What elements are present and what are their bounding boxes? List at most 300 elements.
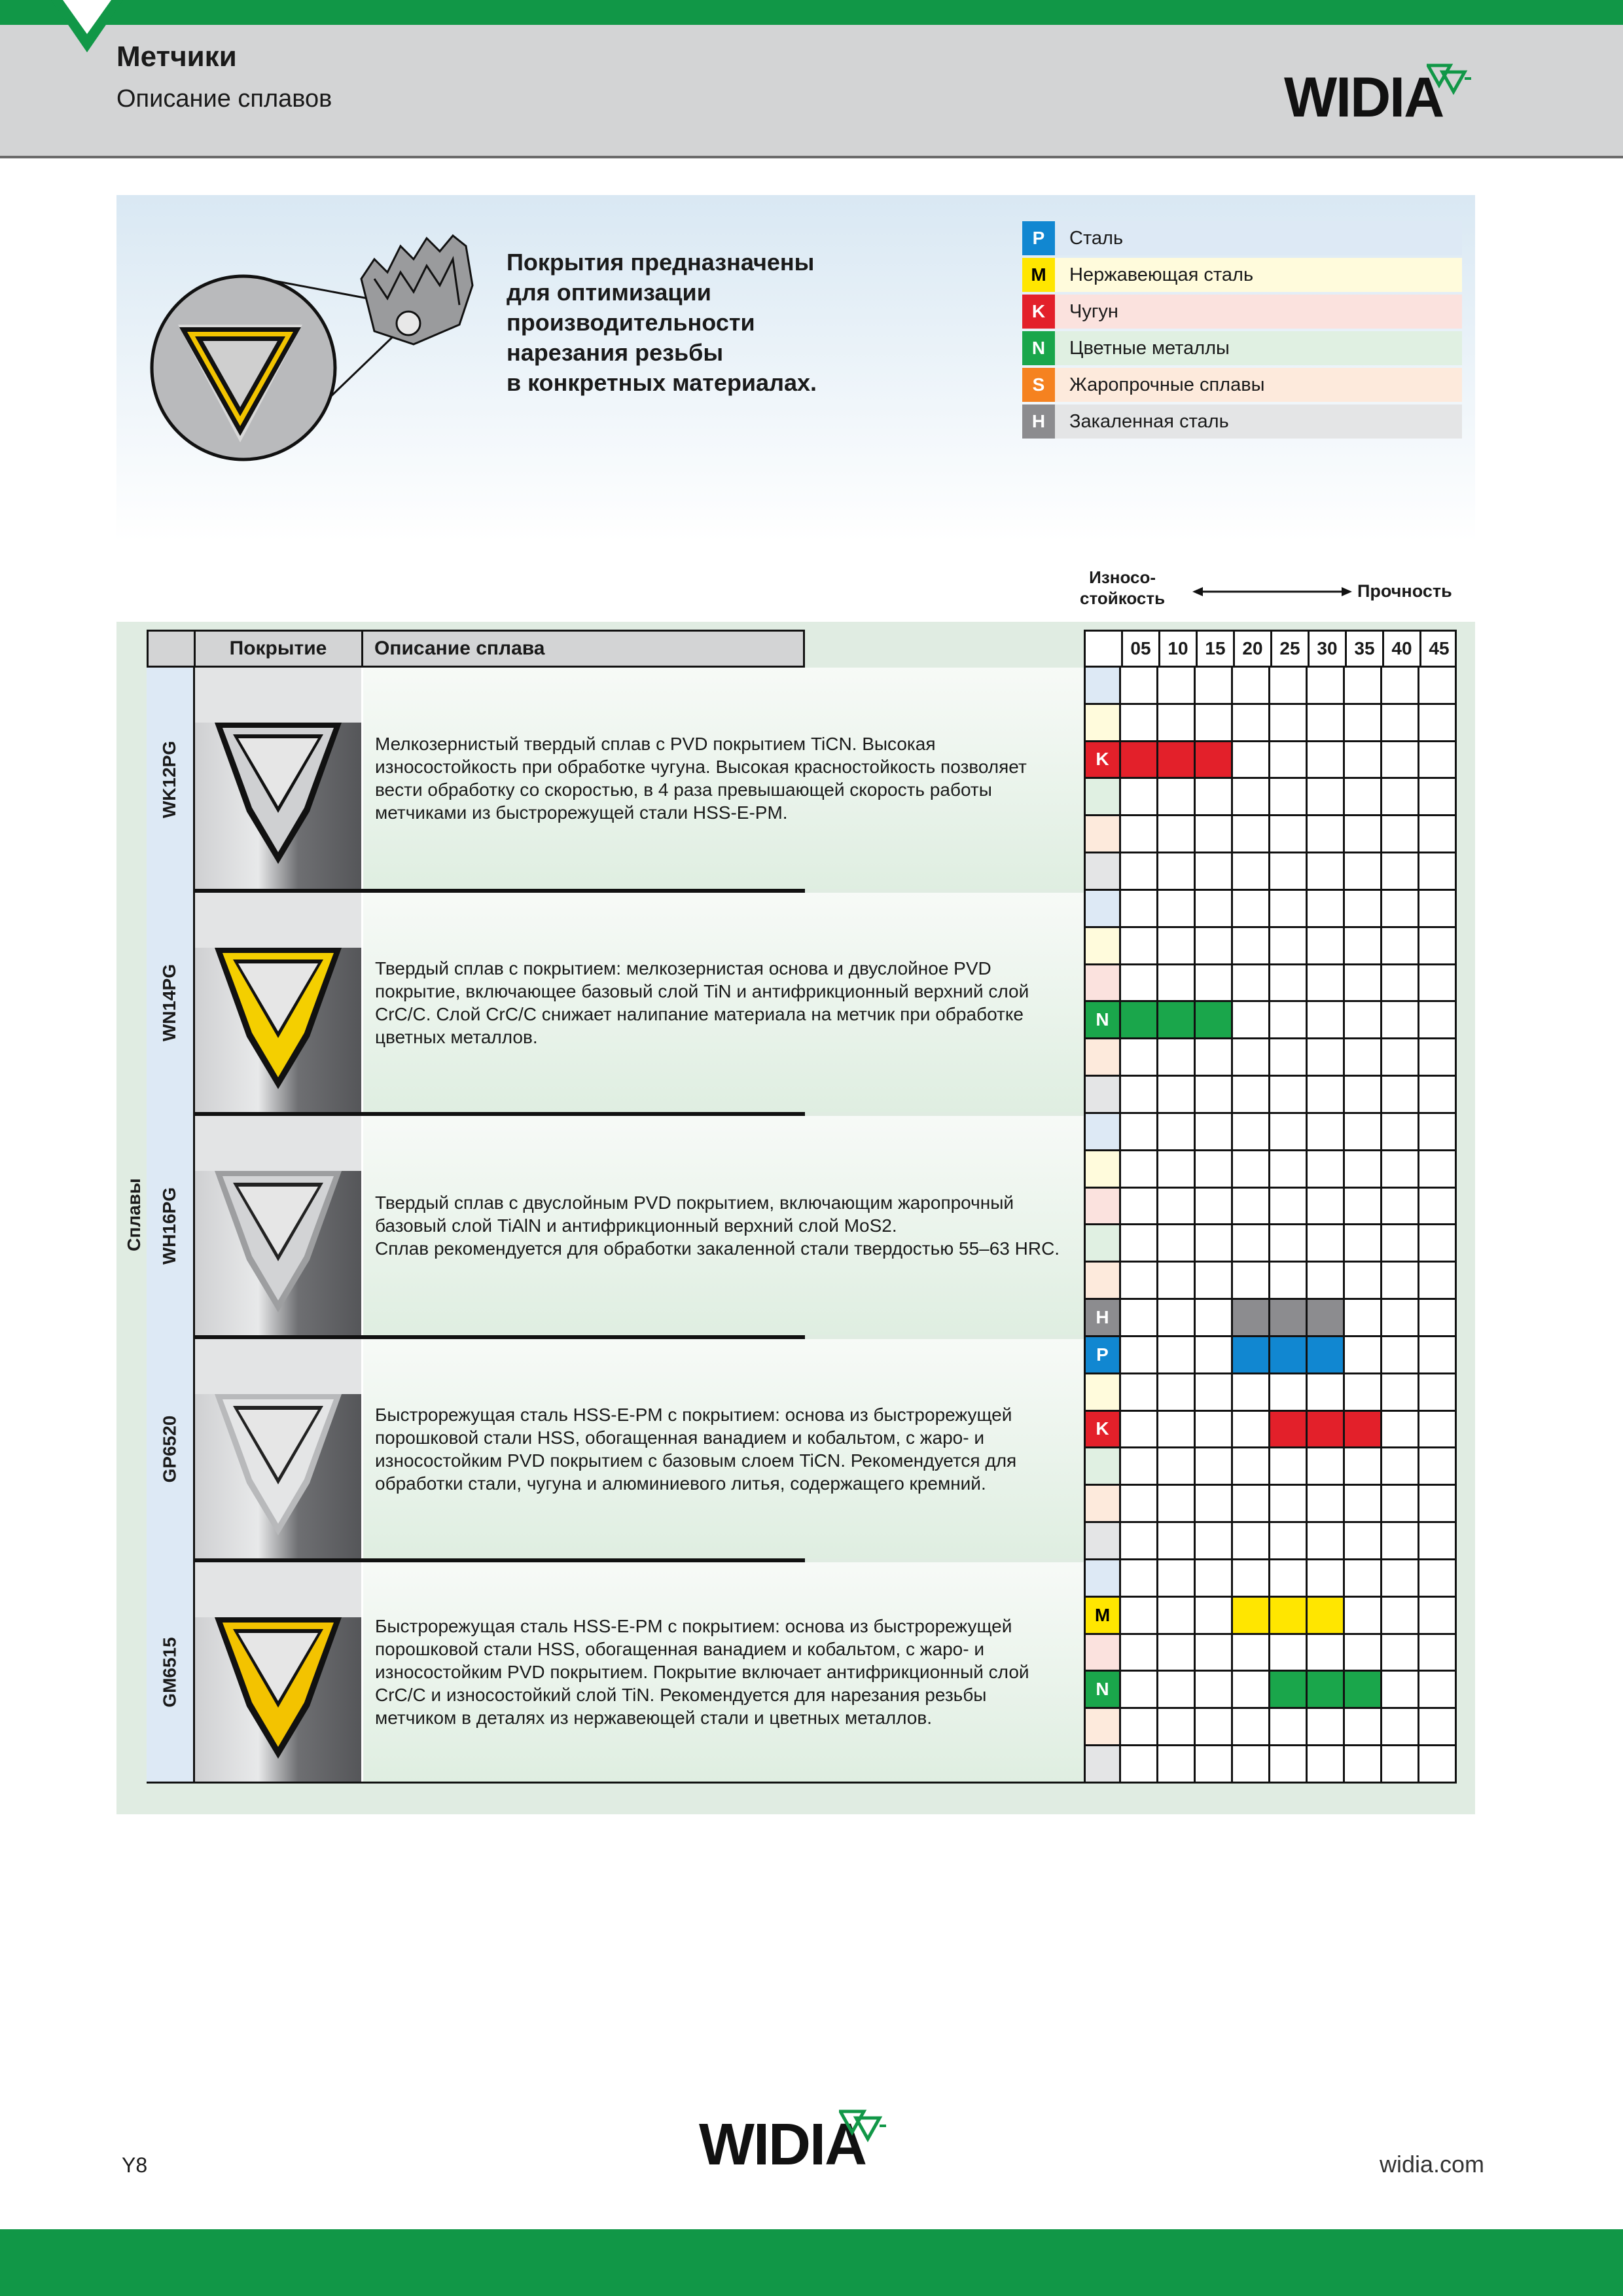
grade-cell <box>1121 816 1158 853</box>
grade-cell <box>1121 1598 1158 1635</box>
grade-cell <box>1308 1039 1345 1077</box>
grade-cell <box>1121 1300 1158 1337</box>
grade-cell <box>1419 1560 1457 1598</box>
grade-cell <box>1382 1635 1419 1672</box>
grade-cell <box>1121 1114 1158 1151</box>
grade-cell <box>1419 853 1457 891</box>
legend-label: Чугун <box>1069 300 1118 322</box>
scale-arrow-icon <box>1192 584 1352 600</box>
grade-label: 40 <box>1382 630 1419 668</box>
grade-cell <box>1233 1374 1270 1412</box>
material-key-cell <box>1084 1151 1121 1189</box>
alloy-description <box>375 732 1027 824</box>
grade-cell <box>1196 1523 1233 1560</box>
description-line: метчиками из быстрорежущей стали HSS-E-PM. <box>375 802 788 823</box>
grade-cell <box>1158 1077 1196 1114</box>
grade-cell <box>1419 1263 1457 1300</box>
grade-cell <box>1196 1151 1233 1189</box>
grade-cell <box>1158 891 1196 928</box>
legend-label: Цветные металлы <box>1069 337 1230 359</box>
grade-cell <box>1419 1114 1457 1151</box>
grade-cell <box>1270 1189 1308 1226</box>
grade-cell <box>1121 1486 1158 1523</box>
grade-cell <box>1158 1523 1196 1560</box>
grade-cell <box>1121 1039 1158 1077</box>
scale-toughness-label: Прочность <box>1357 581 1452 601</box>
grade-cell <box>1382 1077 1419 1114</box>
material-key-cell <box>1084 1635 1121 1672</box>
grade-cell-filled <box>1270 1672 1308 1709</box>
legend-key-badge: S <box>1022 368 1055 402</box>
material-key-cell <box>1084 1486 1121 1523</box>
grade-cell <box>1121 1225 1158 1263</box>
grade-cell <box>1382 742 1419 780</box>
description-line: порошковой стали HSS, обогащенная ванадием и кобальтом, с жаро- и <box>375 1639 984 1659</box>
legend-item-h <box>1022 404 1462 439</box>
scale-wear-line1: Износо- <box>1089 567 1156 587</box>
grade-cell <box>1158 705 1196 742</box>
grade-cell <box>1270 1002 1308 1039</box>
grade-cell <box>1270 816 1308 853</box>
grade-cell <box>1121 1263 1158 1300</box>
grade-cell <box>1196 1077 1233 1114</box>
grade-cell <box>1158 1598 1196 1635</box>
side-label-alloys: Сплавы <box>124 1178 144 1251</box>
grade-cell <box>1308 1560 1345 1598</box>
grade-cell <box>1382 1039 1419 1077</box>
grade-cell <box>1121 891 1158 928</box>
legend-key-badge: M <box>1022 258 1055 292</box>
material-key-cell: K <box>1084 742 1121 780</box>
coating-profile-icon <box>195 1116 361 1335</box>
grade-cell-filled <box>1308 1300 1345 1337</box>
grade-cell <box>1158 1151 1196 1189</box>
description-line: Сплав рекомендуется для обработки закаленной стали твердостью 55–63 HRC. <box>375 1238 1060 1259</box>
grade-cell <box>1419 1672 1457 1709</box>
coating-cross-section <box>195 1339 361 1558</box>
grade-cell <box>1121 1337 1158 1374</box>
grade-cell <box>1382 1300 1419 1337</box>
grade-cell <box>1345 1300 1382 1337</box>
grade-cell <box>1196 1448 1233 1486</box>
alloy-description <box>375 1403 1016 1495</box>
grade-cell <box>1270 668 1308 705</box>
coating-cross-section <box>195 1562 361 1782</box>
grade-cell <box>1121 779 1158 816</box>
grade-cell <box>1233 1486 1270 1523</box>
material-key-cell: N <box>1084 1672 1121 1709</box>
grade-cell <box>1345 1374 1382 1412</box>
material-key-cell <box>1084 705 1121 742</box>
grade-cell <box>1419 1448 1457 1486</box>
grade-cell <box>1419 965 1457 1003</box>
widia-triangles-icon <box>1427 63 1472 103</box>
alloy-name: GP6520 <box>159 1415 180 1482</box>
grade-cell <box>1345 1598 1382 1635</box>
legend-item-k <box>1022 295 1462 329</box>
intro-line: в конкретных материалах. <box>507 369 817 396</box>
grade-cell <box>1308 668 1345 705</box>
grade-cell <box>1233 1672 1270 1709</box>
grade-cell <box>1196 853 1233 891</box>
grade-cell <box>1308 1077 1345 1114</box>
grade-cell <box>1419 1151 1457 1189</box>
grade-cell <box>1345 1225 1382 1263</box>
grade-cell <box>1270 1263 1308 1300</box>
grade-cell <box>1121 1523 1158 1560</box>
grade-cell <box>1196 1709 1233 1746</box>
grade-cell <box>1345 1523 1382 1560</box>
grade-cell-filled <box>1158 742 1196 780</box>
widia-logo-header <box>1284 66 1444 129</box>
grade-cell <box>1121 1635 1158 1672</box>
grade-cell <box>1158 1709 1196 1746</box>
grade-cell <box>1345 1151 1382 1189</box>
grade-cell <box>1419 1635 1457 1672</box>
grade-cell-filled <box>1233 1337 1270 1374</box>
grade-cell <box>1308 779 1345 816</box>
grade-cell <box>1121 1151 1158 1189</box>
legend-item-s <box>1022 368 1462 402</box>
grade-cell <box>1158 928 1196 965</box>
grade-cell <box>1158 1263 1196 1300</box>
description-column-header: Описание сплава <box>374 637 545 659</box>
grade-cell <box>1121 705 1158 742</box>
grade-cell <box>1419 928 1457 965</box>
grade-cell <box>1196 1412 1233 1449</box>
logo-text: WIDIA <box>1284 66 1444 129</box>
grade-cell <box>1345 1635 1382 1672</box>
grade-cell <box>1158 1039 1196 1077</box>
material-key-cell <box>1084 965 1121 1003</box>
grade-cell-filled <box>1196 1002 1233 1039</box>
legend-item-p <box>1022 221 1462 255</box>
grade-cell <box>1345 1746 1382 1784</box>
grade-cell <box>1382 965 1419 1003</box>
grade-cell <box>1419 1225 1457 1263</box>
grade-cell <box>1121 965 1158 1003</box>
grade-cell <box>1419 705 1457 742</box>
grade-cell <box>1233 1189 1270 1226</box>
grade-cell <box>1196 1635 1233 1672</box>
grade-cell <box>1382 1746 1419 1784</box>
grade-cell <box>1345 1002 1382 1039</box>
grade-cell <box>1270 1709 1308 1746</box>
material-legend <box>1022 221 1462 441</box>
page-subtitle: Описание сплавов <box>116 85 332 113</box>
alloy-description-cell <box>363 1116 1084 1335</box>
grade-cell <box>1419 1189 1457 1226</box>
intro-text <box>507 247 847 398</box>
grade-cell <box>1196 1560 1233 1598</box>
grade-cell <box>1270 1225 1308 1263</box>
legend-label: Жаропрочные сплавы <box>1069 374 1265 395</box>
grade-cell <box>1382 668 1419 705</box>
grade-cell-filled <box>1233 1300 1270 1337</box>
grade-cell <box>1382 1225 1419 1263</box>
grade-cell <box>1382 853 1419 891</box>
legend-label: Нержавеющая сталь <box>1069 264 1254 285</box>
legend-item-m <box>1022 258 1462 292</box>
grade-cell <box>1382 1151 1419 1189</box>
grade-cell-filled <box>1270 1598 1308 1635</box>
grade-cell-filled <box>1308 1598 1345 1635</box>
material-key-cell <box>1084 1263 1121 1300</box>
grade-cell <box>1233 779 1270 816</box>
grade-cell <box>1233 853 1270 891</box>
legend-label: Закаленная сталь <box>1069 410 1229 432</box>
grade-cell <box>1196 1114 1233 1151</box>
grade-cell <box>1121 668 1158 705</box>
grade-cell <box>1233 1523 1270 1560</box>
grade-cell <box>1345 668 1382 705</box>
grade-cell <box>1196 1746 1233 1784</box>
intro-line: для оптимизации <box>507 279 711 306</box>
description-line: цветных металлов. <box>375 1026 538 1047</box>
grade-cell <box>1419 1002 1457 1039</box>
grade-cell <box>1121 1374 1158 1412</box>
description-line: износостойким PVD покрытием с базовым слоем TiCN. Рекомендуется для <box>375 1450 1017 1471</box>
grade-cell <box>1158 853 1196 891</box>
grade-cell <box>1419 1337 1457 1374</box>
grade-cell <box>1233 705 1270 742</box>
alloy-name: GM6515 <box>159 1636 180 1708</box>
grade-cell <box>1196 1598 1233 1635</box>
grade-cell <box>1308 705 1345 742</box>
grade-cell <box>1382 891 1419 928</box>
website-link[interactable]: widia.com <box>1380 2151 1485 2178</box>
grade-cell <box>1382 1189 1419 1226</box>
description-line: Мелкозернистый твердый сплав с PVD покрытием TiCN. Высокая <box>375 734 936 754</box>
grade-cell <box>1233 1560 1270 1598</box>
grade-cell <box>1233 1263 1270 1300</box>
grade-cell <box>1382 1486 1419 1523</box>
grade-cell <box>1233 1746 1270 1784</box>
grade-cell <box>1382 1560 1419 1598</box>
grade-cell <box>1345 891 1382 928</box>
legend-key-badge: N <box>1022 331 1055 365</box>
material-key-cell <box>1084 1114 1121 1151</box>
grade-cell <box>1308 1002 1345 1039</box>
description-line: CrC/C и износостойкий слой TiN. Рекомендуется для нарезания резьбы <box>375 1685 987 1705</box>
grade-cell-filled <box>1121 742 1158 780</box>
alloy-description <box>375 1615 1029 1729</box>
grade-cell <box>1382 1374 1419 1412</box>
material-key-cell <box>1084 1189 1121 1226</box>
grade-cell <box>1158 965 1196 1003</box>
grade-cell <box>1345 816 1382 853</box>
material-key-cell: N <box>1084 1002 1121 1039</box>
material-key-cell <box>1084 1077 1121 1114</box>
grade-cell <box>1270 1151 1308 1189</box>
coating-profile-icon <box>195 1562 361 1782</box>
grade-cell <box>1158 1337 1196 1374</box>
description-line: вести обработку со скоростью, в 4 раза превышающей скорость работы <box>375 780 992 800</box>
grade-cell <box>1158 668 1196 705</box>
grade-cell <box>1382 928 1419 965</box>
grade-cell <box>1196 1263 1233 1300</box>
grade-cell <box>1121 853 1158 891</box>
grade-cell <box>1308 1635 1345 1672</box>
legend-label: Сталь <box>1069 227 1124 249</box>
intro-line: производительности <box>507 309 755 336</box>
grade-cell <box>1158 1189 1196 1226</box>
grade-cell <box>1382 1709 1419 1746</box>
legend-item-n <box>1022 331 1462 365</box>
grade-cell <box>1345 1486 1382 1523</box>
grade-cell <box>1419 816 1457 853</box>
grade-cell <box>1308 1263 1345 1300</box>
coating-cross-section <box>195 668 361 889</box>
grade-cell <box>1233 816 1270 853</box>
grade-cell <box>1308 1746 1345 1784</box>
tap-coating-illustration <box>145 220 486 469</box>
grade-cell <box>1270 1486 1308 1523</box>
grade-cell <box>1382 1263 1419 1300</box>
intro-line: Покрытия предназначены <box>507 249 815 276</box>
alloy-name-cell <box>147 1560 195 1784</box>
grade-cell <box>1308 928 1345 965</box>
grade-cell <box>1121 1412 1158 1449</box>
grade-cell <box>1233 1114 1270 1151</box>
grade-cell <box>1308 1486 1345 1523</box>
grade-cell <box>1345 928 1382 965</box>
grade-label: 15 <box>1196 630 1233 668</box>
alloy-name-cell <box>147 1337 195 1560</box>
page-title: Метчики <box>116 41 237 73</box>
grade-cell <box>1345 1448 1382 1486</box>
grade-label: 10 <box>1158 630 1196 668</box>
description-line: покрытие, включающее базовый слой TiN и антифрикционный верхний слой <box>375 980 1029 1001</box>
material-key-cell <box>1084 891 1121 928</box>
grade-cell <box>1233 1225 1270 1263</box>
grade-cell <box>1382 1448 1419 1486</box>
description-line: обработки стали, чугуна и алюминиевого литья, содержащего кремний. <box>375 1473 986 1494</box>
material-key-cell <box>1084 1746 1121 1784</box>
alloy-description-cell <box>363 893 1084 1112</box>
grade-cell <box>1308 1709 1345 1746</box>
coating-profile-icon <box>195 893 361 1112</box>
material-key-cell <box>1084 668 1121 705</box>
grade-cell <box>1196 1225 1233 1263</box>
alloy-name-cell <box>147 891 195 1114</box>
grade-cell <box>1158 1635 1196 1672</box>
grade-cell <box>1419 1709 1457 1746</box>
grade-cell <box>1345 1560 1382 1598</box>
description-line: Быстрорежущая сталь HSS-E-PM с покрытием: основа из быстрорежущей <box>375 1616 1012 1636</box>
grade-cell <box>1308 1151 1345 1189</box>
scale-wear-line2: стойкость <box>1080 588 1166 608</box>
grade-cell-filled <box>1345 1412 1382 1449</box>
grade-label: 30 <box>1308 630 1345 668</box>
grade-cell <box>1196 1189 1233 1226</box>
description-line: Твердый сплав с покрытием: мелкозернистая основа и двуслойное PVD <box>375 958 991 978</box>
description-line: порошковой стали HSS, обогащенная ванадием и кобальтом, с жаро- и <box>375 1427 984 1448</box>
grade-cell <box>1382 779 1419 816</box>
grade-label: 20 <box>1233 630 1270 668</box>
grade-cell <box>1382 1672 1419 1709</box>
grade-cell-filled <box>1158 1002 1196 1039</box>
grade-cell <box>1270 1635 1308 1672</box>
coating-profile-icon <box>195 668 361 889</box>
description-line: износостойкость при обработке чугуна. Высокая красностойкость позволяет <box>375 757 1027 777</box>
grade-cell <box>1158 816 1196 853</box>
grade-cell <box>1196 1672 1233 1709</box>
grade-cell <box>1158 1225 1196 1263</box>
grade-label: 45 <box>1419 630 1457 668</box>
description-line: CrC/C. Слой CrC/C снижает налипание материала на метчик при обработке <box>375 1003 1024 1024</box>
alloy-description <box>375 957 1029 1049</box>
bottom-green-bar <box>0 2229 1623 2296</box>
grade-cell-filled <box>1308 1337 1345 1374</box>
grade-cell <box>1270 1448 1308 1486</box>
corner-tab-icon <box>51 0 123 55</box>
material-key-cell: P <box>1084 1337 1121 1374</box>
grade-cell <box>1233 891 1270 928</box>
grade-cell <box>1419 1374 1457 1412</box>
grade-cell <box>1270 891 1308 928</box>
material-key-cell <box>1084 816 1121 853</box>
grade-cell <box>1382 1412 1419 1449</box>
grade-cell <box>1158 1672 1196 1709</box>
description-line: Быстрорежущая сталь HSS-E-PM с покрытием: основа из быстрорежущей <box>375 1404 1012 1425</box>
grade-cell <box>1270 1077 1308 1114</box>
grade-cell <box>1121 1189 1158 1226</box>
grade-cell <box>1196 1374 1233 1412</box>
alloy-name-cell <box>147 1114 195 1337</box>
grade-cell-filled <box>1270 1337 1308 1374</box>
grade-cell <box>1196 965 1233 1003</box>
grade-cell <box>1345 1114 1382 1151</box>
grade-cell <box>1345 853 1382 891</box>
grade-cell <box>1419 1486 1457 1523</box>
grade-cell <box>1308 891 1345 928</box>
material-key-cell <box>1084 1560 1121 1598</box>
grade-cell-filled <box>1121 1002 1158 1039</box>
grade-cell <box>1233 1002 1270 1039</box>
grade-cell-filled <box>1270 1300 1308 1337</box>
grade-cell <box>1158 1114 1196 1151</box>
grade-label: 05 <box>1121 630 1158 668</box>
grade-cell <box>1196 1300 1233 1337</box>
alloy-description-cell <box>363 1339 1084 1558</box>
grade-cell <box>1121 1077 1158 1114</box>
material-key-cell: K <box>1084 1412 1121 1449</box>
coating-cross-section <box>195 893 361 1112</box>
grade-cell <box>1270 853 1308 891</box>
description-line: Твердый сплав с двуслойным PVD покрытием, включающим жаропрочный <box>375 1193 1014 1213</box>
alloy-name: WH16PG <box>159 1187 180 1265</box>
material-key-cell <box>1084 1523 1121 1560</box>
grade-cell <box>1158 1486 1196 1523</box>
material-key-cell <box>1084 779 1121 816</box>
grade-cell <box>1158 1560 1196 1598</box>
grade-cell <box>1270 705 1308 742</box>
legend-key-badge: H <box>1022 404 1055 439</box>
grade-cell <box>1158 1412 1196 1449</box>
grade-cell <box>1121 1560 1158 1598</box>
grade-cell <box>1419 891 1457 928</box>
grade-cell <box>1382 1523 1419 1560</box>
material-key-cell <box>1084 1225 1121 1263</box>
grade-cell <box>1196 1486 1233 1523</box>
grade-cell <box>1233 1709 1270 1746</box>
alloy-name: WN14PG <box>159 963 180 1041</box>
description-line: базовый слой TiAlN и антифрикционный верхний слой MoS2. <box>375 1215 897 1236</box>
material-key-cell: H <box>1084 1300 1121 1337</box>
grade-cell <box>1121 1672 1158 1709</box>
grade-cell <box>1233 1448 1270 1486</box>
